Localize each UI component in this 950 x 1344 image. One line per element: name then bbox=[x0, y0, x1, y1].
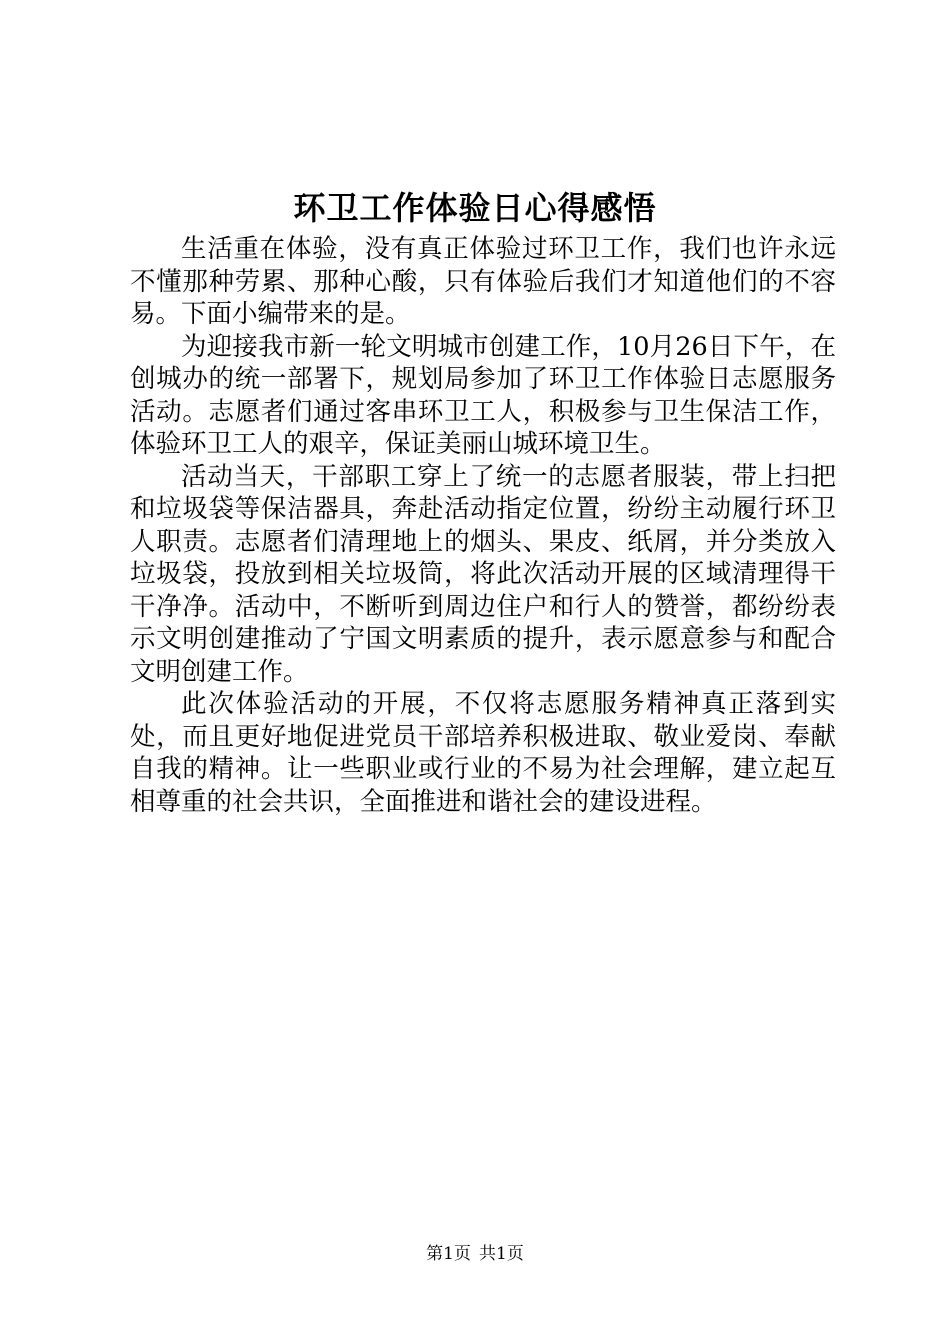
document-title: 环卫工作体验日心得感悟 bbox=[293, 189, 657, 227]
document-body bbox=[130, 233, 836, 818]
page-footer bbox=[0, 1243, 950, 1265]
paragraph: 此次体验活动的开展，不仅将志愿服务精神真正落到实处，而且更好地促进党员干部培养积极进取、敬业爱岗、奉献自我的精神。让一些职业或行业的不易为社会理解，建立起互相尊重的社会共识，全面推进和谐社会的建设进程。 bbox=[130, 689, 836, 817]
page-count: 共1页 bbox=[479, 1244, 524, 1264]
paragraph: 活动当天，干部职工穿上了统一的志愿者服装，带上扫把和垃圾袋等保洁器具，奔赴活动指定位置，纷纷主动履行环卫人职责。志愿者们清理地上的烟头、果皮、纸屑，并分类放入垃圾袋，投放到相关垃圾筒，将此次活动开展的区域清理得干干净净。活动中，不断听到周边住户和行人的赞誉，都纷纷表示文明创建推动了宁国文明素质的提升，表示愿意参与和配合文明创建工作。 bbox=[130, 461, 836, 687]
page-number: 第1页 bbox=[426, 1244, 471, 1264]
paragraph: 生活重在体验，没有真正体验过环卫工作，我们也许永远不懂那种劳累、那种心酸，只有体验后我们才知道他们的不容易。下面小编带来的是。 bbox=[130, 234, 836, 329]
paragraph: 为迎接我市新一轮文明城市创建工作，10月26日下午，在创城办的统一部署下，规划局参加了环卫工作体验日志愿服务活动。志愿者们通过客串环卫工人，积极参与卫生保洁工作，体验环卫工人的艰辛，保证美丽山城环境卫生。 bbox=[130, 331, 836, 459]
